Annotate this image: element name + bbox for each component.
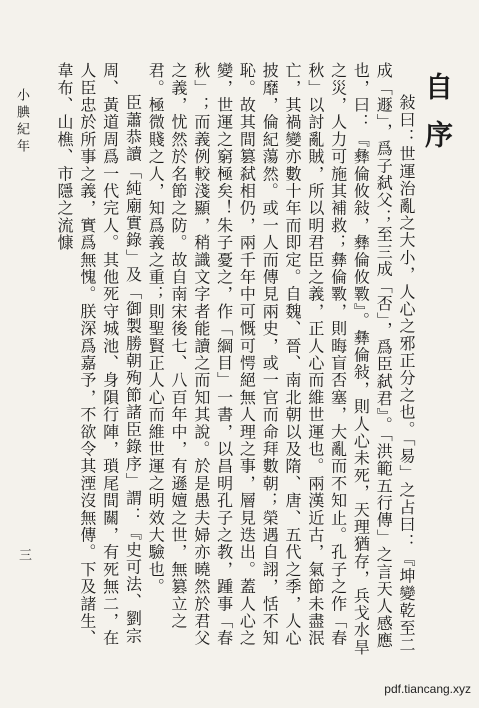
page-title: 自序 — [421, 72, 454, 168]
watermark: pdf.tiancang.xyz — [384, 682, 471, 696]
page-number: 三 — [16, 548, 31, 561]
paragraph-2: 臣蕭恭讀「純廟實錄」及「御製勝朝殉節諸臣錄序」謂：『史可法、劉宗周、黃道周爲一代完人。其他死守城池、身隕行陣，瑣尾間關，有死無二，在人臣忠於所事之義，實爲無愧。朕深爲嘉予，不欲令其湮沒無傳。下及諸生、韋布、山樵、市隱之流慷 — [55, 62, 143, 647]
book-title-margin: 小腆紀年 — [14, 88, 29, 156]
paragraph-1: 敍曰：世運治亂之大小，人心之邪正分之也。「易」之占曰：『坤變乾至二成「遯」，爲子弑父；至三成「否」，爲臣弑君』。「洪範五行傳」之言天人感應也，曰：『彝倫攸敍，彝倫攸斁』。彝倫敍，則人心未死，天理猶存，兵戈水旱之災，人力可施其補救；彝倫斁，則晦盲否塞，大亂而不知止。孔子之作「春秋」以討亂賊，所以明君臣之義，正人心而維世運也。兩漢近古，氣節未盡泯亡，其禍變亦數十年而即定。自魏、晉、南北朝以及隋、唐、五代之季，人心披靡，倫紀蕩然。或一人而傳見兩史，或一官而命拜數朝；榮遇自詡，恬不知恥。故其間篡弑相仍，兩千年中可慨可愕絕無人理之事，層見迭出。蓋人心之變，世運之窮極矣！朱子憂之，作「綱目」一書，以昌明孔子之教，踵事「春秋」；而義例較淺顯，稍識文字者能讀之而知其說。於是愚夫婦亦曉然於君父之義，忧然於名節之防。故自南宋後七、八百年中，有遜嬗之世，無篡立之君。極微賤之人，知爲義之重；則聖賢正人心而維世運之明效大驗也。 — [146, 62, 416, 656]
body-text — [37, 62, 417, 662]
